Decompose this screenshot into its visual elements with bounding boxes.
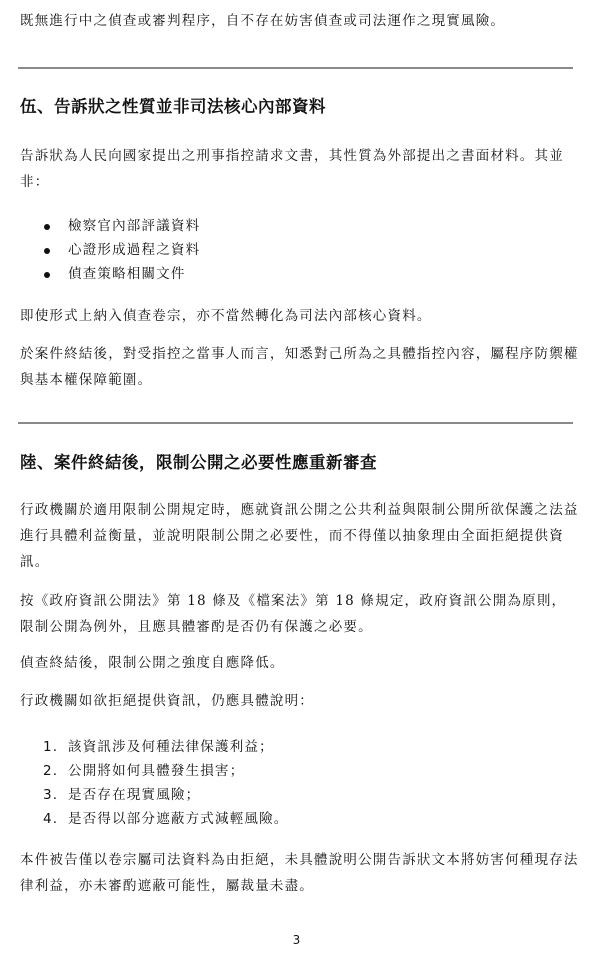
section-5-heading: 伍、告訴狀之性質並非司法核心內部資料	[20, 97, 326, 116]
list-item: 4. 是否得以部分遮蔽方式減輕風險。	[43, 811, 289, 827]
section-6-paragraph-2: 按《政府資訊公開法》第 18 條及《檔案法》第 18 條規定，政府資訊公開為原則，限制公開為例外，且應具體審酌是否仍有保護之必要。	[20, 593, 567, 635]
list-item: 3. 是否存在現實風險；	[43, 787, 201, 803]
list-item: 心證形成過程之資料	[20, 238, 580, 262]
list-item: 偵查策略相關文件	[20, 262, 580, 286]
section-divider	[18, 422, 573, 424]
top-paragraph: 既無進行中之偵查或審判程序，自不存在妨害偵查或司法運作之現實風險。	[20, 13, 506, 29]
section-5-paragraph-1: 告訴狀為人民向國家提出之刑事指控請求文書，其性質為外部提出之書面材料。其並非：	[20, 148, 564, 190]
section-divider	[18, 67, 573, 69]
section-5-paragraph-2: 即使形式上納入偵查卷宗，亦不當然轉化為司法內部核心資料。	[20, 308, 432, 324]
bullet-icon	[44, 248, 50, 254]
section-6-heading: 陸、案件終結後，限制公開之必要性應重新審查	[20, 453, 377, 472]
section-6-paragraph-3: 偵查終結後，限制公開之強度自應降低。	[20, 655, 285, 671]
bullet-icon	[44, 272, 50, 278]
page-number: 3	[292, 933, 301, 947]
bullet-icon	[44, 224, 50, 230]
section-6-numbered-list	[20, 735, 580, 831]
section-6-paragraph-1: 行政機關於適用限制公開規定時，應就資訊公開之公共利益與限制公開所欲保護之法益進行具體利益衡量，並說明限制公開之必要性，而不得僅以抽象理由全面拒絕提供資訊。	[20, 502, 579, 570]
section-5-paragraph-3: 於案件終結後，對受指控之當事人而言，知悉對己所為之具體指控內容，屬程序防禦權與基本權保障範圍。	[20, 346, 579, 388]
list-item: 2. 公開將如何具體發生損害；	[43, 763, 245, 779]
list-item: 1. 該資訊涉及何種法律保護利益；	[43, 739, 274, 755]
section-6-paragraph-4: 行政機關如欲拒絕提供資訊，仍應具體說明：	[20, 693, 314, 709]
section-6-paragraph-5: 本件被告僅以卷宗屬司法資料為由拒絕，未具體說明公開告訴狀文本將妨害何種現存法律利益，亦未審酌遮蔽可能性，屬裁量未盡。	[20, 852, 579, 894]
list-item: 檢察官內部評議資料	[20, 214, 580, 238]
section-5-bullet-list	[20, 214, 580, 286]
